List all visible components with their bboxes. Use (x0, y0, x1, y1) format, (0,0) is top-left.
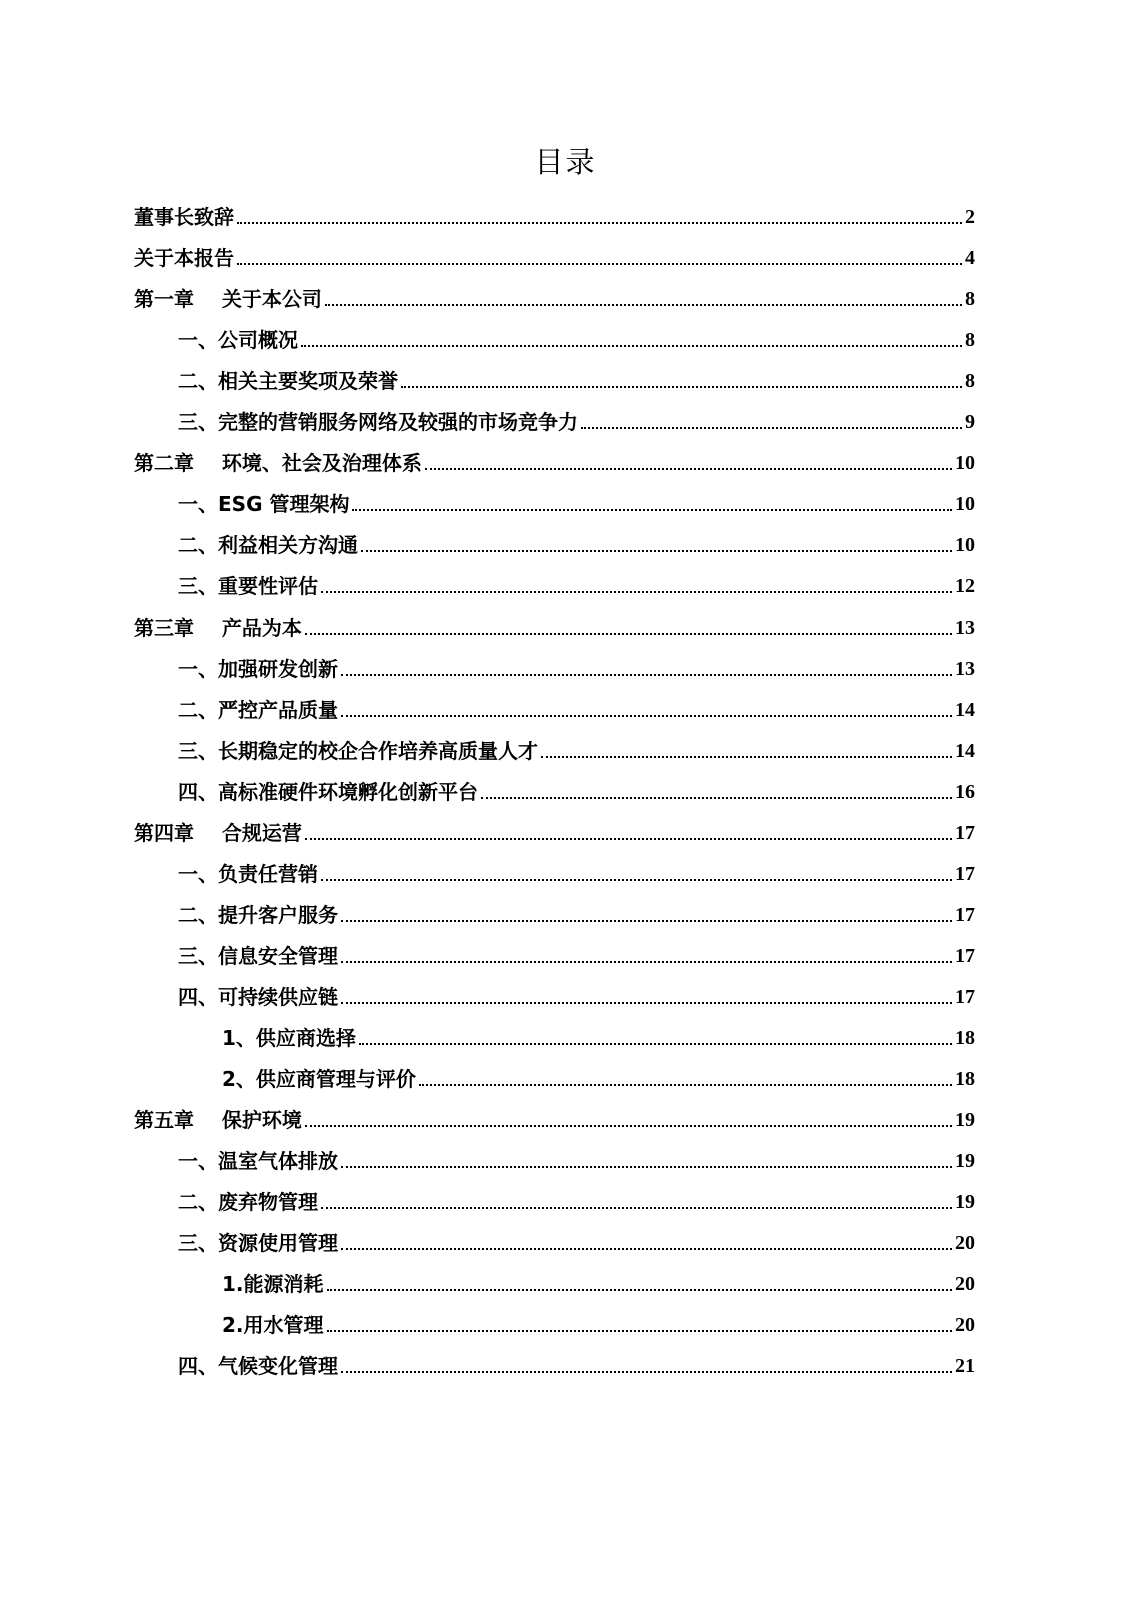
toc-entry[interactable] (222, 1061, 975, 1091)
toc-entry[interactable] (178, 692, 975, 722)
toc-entry-page-number: 8 (965, 329, 975, 352)
toc-entry-page-number: 4 (965, 247, 975, 270)
toc-entry-label: 三、资源使用管理 (178, 1231, 338, 1256)
toc-entry[interactable] (178, 1184, 975, 1214)
toc-entry[interactable] (178, 322, 975, 352)
toc-entry[interactable] (178, 568, 975, 598)
toc-entry-page-number: 20 (955, 1273, 975, 1296)
toc-entry-page-number: 2 (965, 206, 975, 228)
toc-entry[interactable] (178, 733, 975, 763)
toc-entry-page-number: 14 (955, 698, 975, 721)
toc-entry-page-number: 20 (955, 1314, 975, 1337)
toc-dot-leader (341, 1371, 952, 1373)
toc-dot-leader (321, 1207, 952, 1209)
toc-dot-leader (305, 1125, 952, 1127)
toc-entry[interactable] (178, 774, 975, 804)
toc-entry-label: 四、高标准硬件环境孵化创新平台 (178, 779, 478, 804)
toc-dot-leader (305, 633, 952, 635)
toc-entry[interactable] (178, 651, 975, 681)
toc-entry-page-number: 18 (955, 1027, 975, 1049)
toc-entry[interactable] (134, 610, 975, 640)
toc-dot-leader (301, 345, 962, 347)
toc-entry-label: 一、ESG 管理架构 (178, 492, 350, 517)
toc-entry[interactable] (178, 527, 975, 557)
toc-entry-label: 2、供应商管理与评价 (222, 1067, 416, 1092)
toc-entry-label: 三、重要性评估 (178, 574, 318, 599)
toc-dot-leader (401, 386, 962, 388)
toc-entry-page-number: 8 (965, 288, 975, 311)
toc-dot-leader (341, 715, 952, 717)
toc-dot-leader (305, 838, 952, 840)
toc-entry-page-number: 9 (965, 411, 975, 434)
toc-entry-page-number: 10 (955, 493, 975, 516)
toc-entry-label: 一、加强研发创新 (178, 656, 338, 681)
toc-dot-leader (327, 1289, 952, 1291)
toc-entry-page-number: 17 (955, 903, 975, 926)
toc-dot-leader (541, 756, 952, 758)
toc-entry-page-number: 13 (955, 657, 975, 680)
toc-dot-leader (341, 920, 952, 922)
toc-entry[interactable] (178, 979, 975, 1009)
toc-dot-leader (425, 468, 952, 470)
toc-entry[interactable] (178, 486, 975, 516)
toc-entry-label: 一、负责任营销 (178, 861, 318, 886)
toc-entry-label: 三、完整的营销服务网络及较强的市场竞争力 (178, 410, 578, 435)
toc-entry[interactable] (178, 1143, 975, 1173)
toc-entry[interactable] (178, 938, 975, 968)
toc-entry-page-number: 12 (955, 575, 975, 598)
toc-entry[interactable] (178, 1348, 975, 1378)
toc-entry-label: 三、信息安全管理 (178, 943, 338, 968)
toc-entry-page-number: 17 (955, 985, 975, 1008)
toc-entry-page-number: 10 (955, 534, 975, 557)
toc-dot-leader (237, 222, 962, 224)
toc-entry[interactable] (134, 1102, 975, 1132)
toc-dot-leader (359, 1043, 952, 1045)
toc-entry-label: 2.用水管理 (222, 1313, 324, 1338)
toc-entry-page-number: 10 (955, 452, 975, 475)
toc-dot-leader (321, 879, 952, 881)
toc-dot-leader (419, 1084, 952, 1086)
toc-entry-page-number: 19 (955, 1150, 975, 1173)
toc-dot-leader (321, 591, 952, 593)
toc-entry-page-number: 17 (955, 862, 975, 885)
toc-entry[interactable] (178, 363, 975, 393)
toc-entry-page-number: 21 (955, 1355, 975, 1378)
toc-entry[interactable] (178, 1225, 975, 1255)
toc-dot-leader (237, 263, 962, 265)
toc-entry-label: 二、废弃物管理 (178, 1190, 318, 1215)
toc-entry[interactable] (222, 1307, 975, 1337)
toc-entry-label: 第一章 关于本公司 (134, 287, 322, 312)
toc-entry-label: 二、利益相关方沟通 (178, 533, 358, 558)
page-title: 目录 (534, 145, 597, 179)
toc-dot-leader (341, 1002, 952, 1004)
toc-entry-label: 一、公司概况 (178, 328, 298, 353)
toc-entry-label: 二、相关主要奖项及荣誉 (178, 369, 398, 394)
toc-entry-label: 四、气候变化管理 (178, 1354, 338, 1379)
toc-entry[interactable] (134, 281, 975, 311)
toc-dot-leader (352, 509, 952, 511)
toc-dot-leader (481, 797, 952, 799)
toc-entry-label: 第二章 环境、社会及治理体系 (134, 451, 422, 476)
toc-entry-label: 第五章 保护环境 (134, 1108, 302, 1133)
toc-dot-leader (341, 1166, 952, 1168)
toc-entry-page-number: 13 (955, 616, 975, 639)
toc-entry-label: 第三章 产品为本 (134, 615, 302, 640)
toc-entry-label: 1.能源消耗 (222, 1272, 324, 1297)
toc-entry[interactable] (178, 856, 975, 886)
toc-entry-label: 四、可持续供应链 (178, 984, 338, 1009)
toc-entry-label: 一、温室气体排放 (178, 1149, 338, 1174)
toc-entry-label: 二、严控产品质量 (178, 697, 338, 722)
toc-entry-page-number: 14 (955, 739, 975, 762)
toc-entry-label: 关于本报告 (134, 246, 234, 271)
toc-entry[interactable] (134, 240, 975, 270)
toc-entry[interactable] (178, 404, 975, 434)
toc-entry-page-number: 16 (955, 780, 975, 803)
toc-entry[interactable] (134, 815, 975, 845)
toc-entry-label: 三、长期稳定的校企合作培养高质量人才 (178, 738, 538, 763)
toc-dot-leader (325, 304, 962, 306)
toc-entry-label: 1、供应商选择 (222, 1026, 356, 1050)
toc-entry-label: 第四章 合规运营 (134, 820, 302, 845)
toc-entry-page-number: 17 (955, 944, 975, 967)
toc-entry-page-number: 8 (965, 370, 975, 393)
toc-entry[interactable] (178, 897, 975, 927)
toc-entry[interactable] (222, 1020, 975, 1050)
toc-dot-leader (341, 961, 952, 963)
toc-dot-leader (341, 1248, 952, 1250)
toc-dot-leader (581, 427, 962, 429)
toc-entry-page-number: 20 (955, 1232, 975, 1255)
toc-entry-page-number: 17 (955, 821, 975, 844)
toc-entry-page-number: 19 (955, 1191, 975, 1214)
toc-entry[interactable] (134, 445, 975, 475)
toc-entry-page-number: 18 (955, 1068, 975, 1091)
toc-dot-leader (361, 550, 952, 552)
toc-entry[interactable] (134, 199, 975, 229)
toc-entry-label: 董事长致辞 (134, 205, 234, 229)
toc-entry-page-number: 19 (955, 1109, 975, 1132)
toc-dot-leader (341, 674, 952, 676)
toc-entry[interactable] (222, 1266, 975, 1296)
toc-entry-label: 二、提升客户服务 (178, 902, 338, 927)
toc-dot-leader (327, 1330, 952, 1332)
